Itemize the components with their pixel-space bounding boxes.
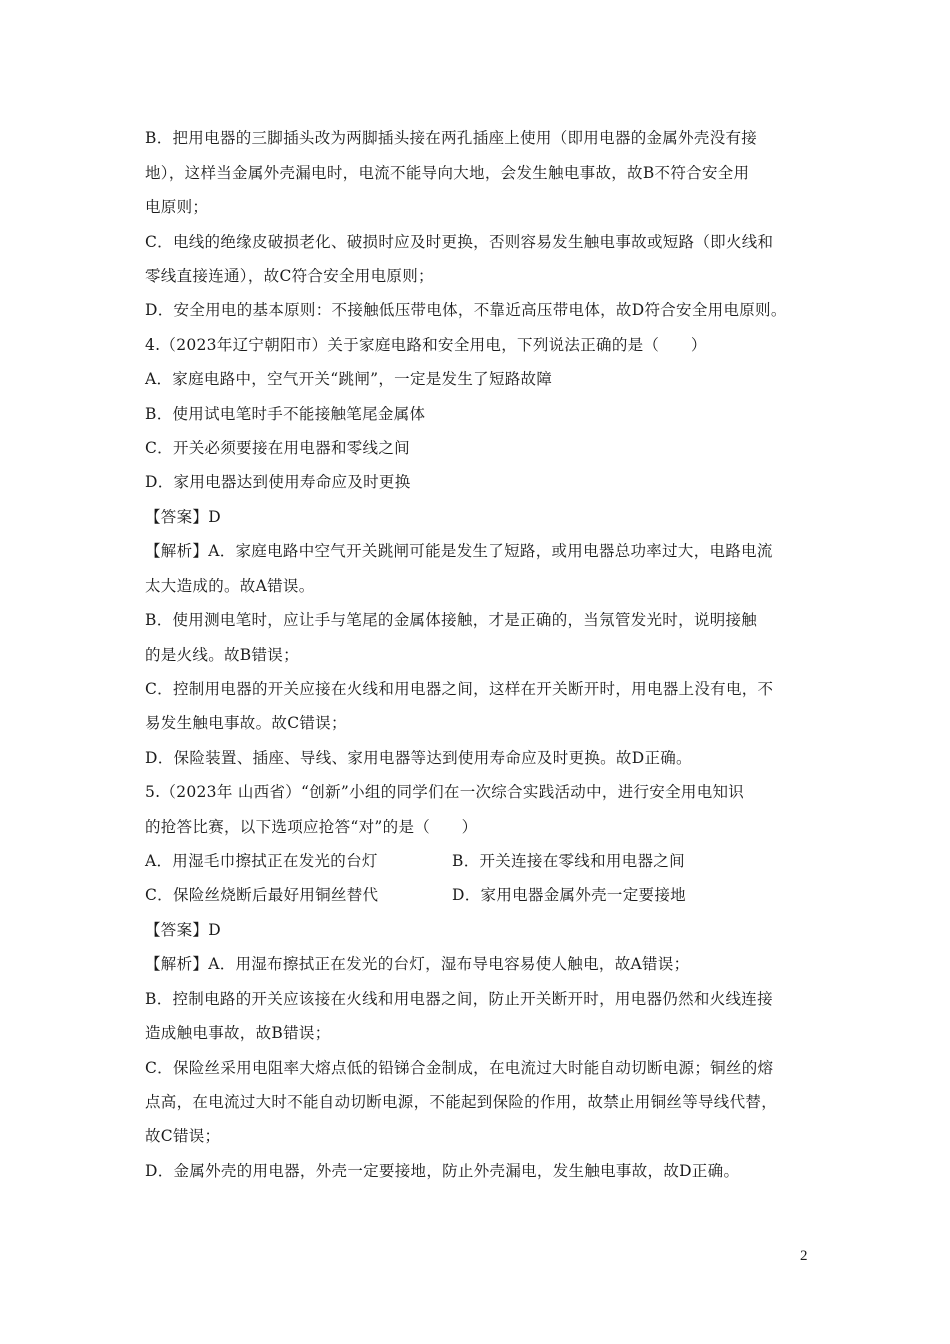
- text-line: B．控制电路的开关应该接在火线和用电器之间，防止开关断开时，用电器仍然和火线连接: [145, 990, 773, 1008]
- text-line: 点高，在电流过大时不能自动切断电源，不能起到保险的作用，故禁止用铜丝等导线代替，: [145, 1093, 778, 1111]
- text-line: C．保险丝采用电阻率大熔点低的铅锑合金制成，在电流过大时能自动切断电源；铜丝的熔: [145, 1059, 774, 1077]
- text-line: 地），这样当金属外壳漏电时，电流不能导向大地，会发生触电事故，故B不符合安全用: [145, 164, 750, 182]
- option-d: D．家用电器达到使用寿命应及时更换: [145, 473, 411, 491]
- text-line: D．安全用电的基本原则：不接触低压带电体，不靠近高压带电体，故D符合安全用电原则。: [145, 301, 787, 319]
- analysis-line: 【解析】A．家庭电路中空气开关跳闸可能是发生了短路，或用电器总功率过大，电路电流: [145, 542, 773, 560]
- answer-line: 【答案】D: [145, 508, 221, 526]
- option-b: B．开关连接在零线和用电器之间: [452, 852, 685, 870]
- option-d: D．家用电器金属外壳一定要接地: [452, 886, 686, 904]
- page-number: 2: [800, 1248, 808, 1264]
- text-line: C．控制用电器的开关应接在火线和用电器之间，这样在开关断开时，用电器上没有电，不: [145, 680, 774, 698]
- option-c: C．保险丝烧断后最好用铜丝替代: [145, 886, 379, 904]
- text-line: 故C错误；: [145, 1127, 221, 1145]
- option-a: A．家庭电路中，空气开关“跳闸”，一定是发生了短路故障: [145, 370, 553, 388]
- text-line: 电原则；: [145, 198, 209, 216]
- text-line: D．金属外壳的用电器，外壳一定要接地，防止外壳漏电，发生触电事故，故D正确。: [145, 1162, 740, 1180]
- text-line: 太大造成的。故A错误。: [145, 577, 315, 595]
- text-line: 造成触电事故，故B错误；: [145, 1024, 331, 1042]
- answer-line: 【答案】D: [145, 921, 221, 939]
- text-line: 的是火线。故B错误；: [145, 646, 299, 664]
- question-4-stem: 4.（2023年辽宁朝阳市）关于家庭电路和安全用电，下列说法正确的是（ ）: [145, 336, 707, 354]
- option-c: C．开关必须要接在用电器和零线之间: [145, 439, 410, 457]
- text-line: 易发生触电事故。故C错误；: [145, 714, 347, 732]
- text-line: B．使用测电笔时，应让手与笔尾的金属体接触，才是正确的，当氖管发光时，说明接触: [145, 611, 758, 629]
- question-5-stem: 5.（2023年 山西省）“创新”小组的同学们在一次综合实践活动中，进行安全用电知识: [145, 783, 745, 801]
- text-line: B．把用电器的三脚插头改为两脚插头接在两孔插座上使用（即用电器的金属外壳没有接: [145, 129, 758, 147]
- text-line: 零线直接连通），故C符合安全用电原则；: [145, 267, 434, 285]
- text-line: D．保险装置、插座、导线、家用电器等达到使用寿命应及时更换。故D正确。: [145, 749, 692, 767]
- analysis-line: 【解析】A．用湿布擦拭正在发光的台灯，湿布导电容易使人触电，故A错误；: [145, 955, 690, 973]
- option-b: B．使用试电笔时手不能接触笔尾金属体: [145, 405, 426, 423]
- text-line: 的抢答比赛，以下选项应抢答“对”的是（ ）: [145, 818, 478, 836]
- option-a: A．用湿毛巾擦拭正在发光的台灯: [145, 852, 378, 870]
- text-line: C．电线的绝缘皮破损老化、破损时应及时更换，否则容易发生触电事故或短路（即火线和: [145, 233, 774, 251]
